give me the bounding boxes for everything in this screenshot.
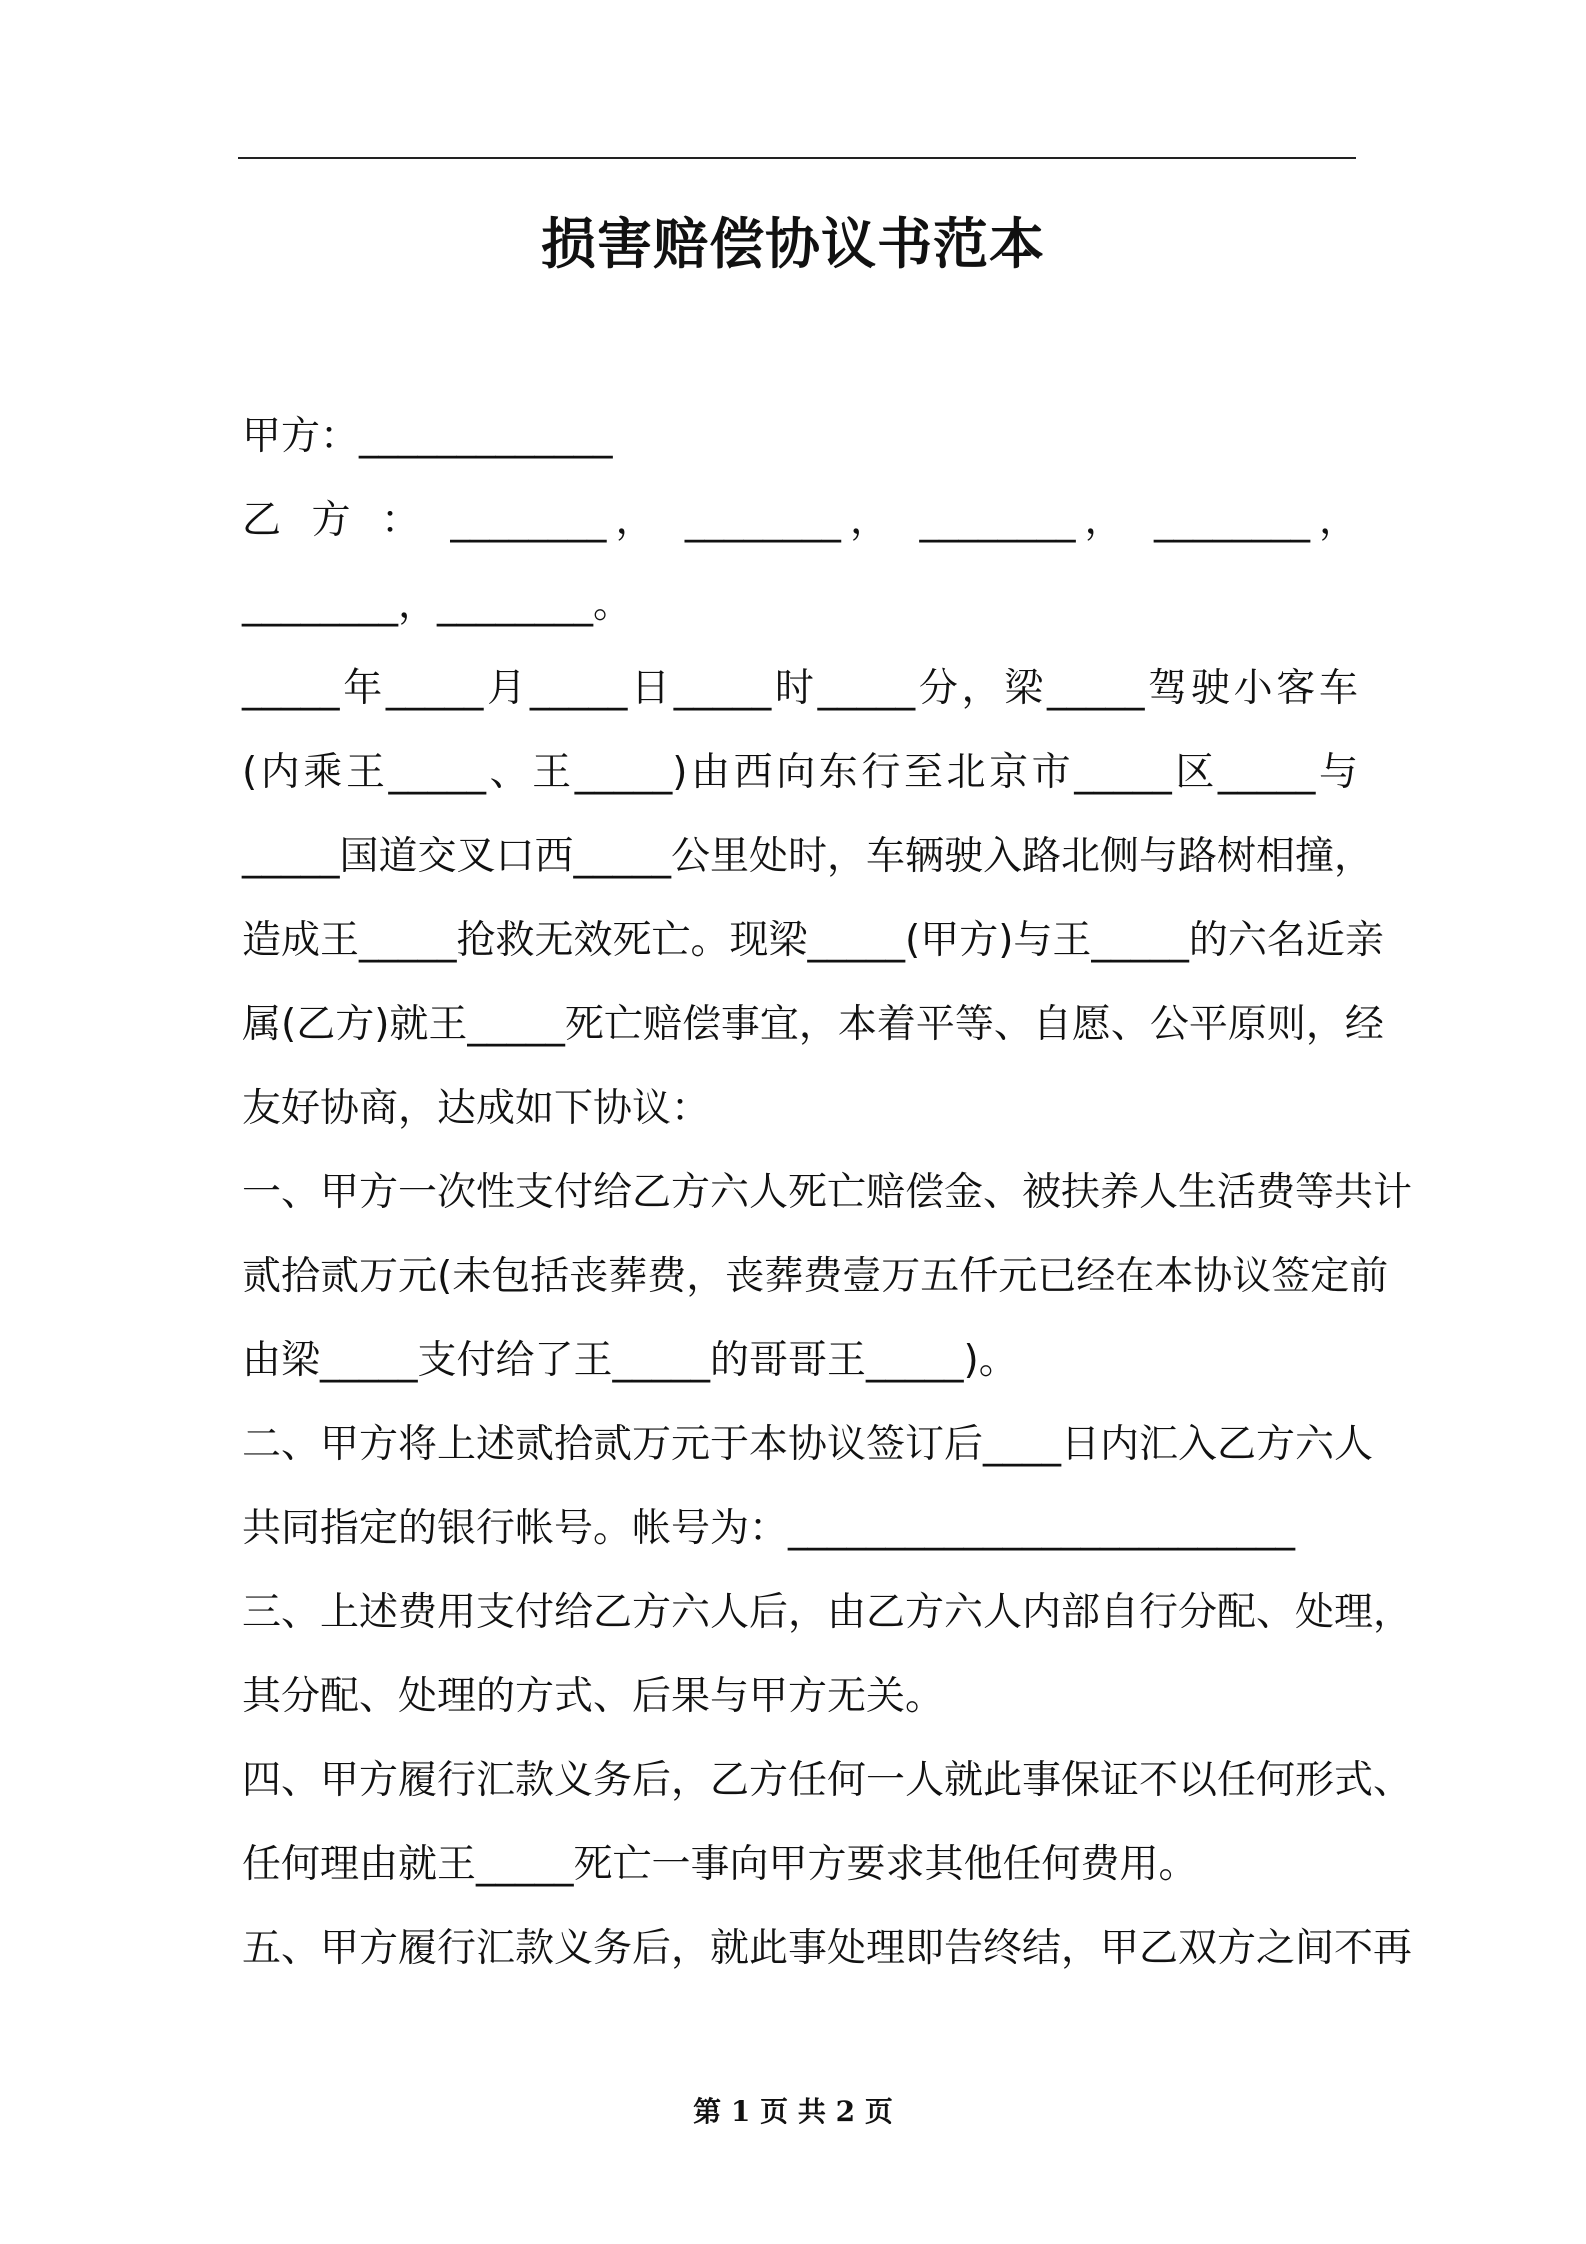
- header-rule: [238, 157, 1356, 159]
- document-body: [242, 395, 1413, 1991]
- clause-3-line: 其分配、处理的方式、后果与甲方无关。: [242, 1674, 945, 1719]
- paragraph-line: _____年_____月_____日_____时_____分，梁_____驾驶小客车: [242, 666, 1358, 711]
- paragraph-line: 属(乙方)就王_____死亡赔偿事宜，本着平等、自愿、公平原则，经: [242, 1002, 1384, 1047]
- clause-1-line: 由梁_____支付给了王_____的哥哥王_____)。: [242, 1338, 1018, 1383]
- clause-3-line: 三、上述费用支付给乙方六人后，由乙方六人内部自行分配、处理，: [242, 1590, 1413, 1635]
- clause-1-line: 一、甲方一次性支付给乙方六人死亡赔偿金、被扶养人生活费等共计: [242, 1170, 1413, 1215]
- paragraph-line: 友好协商，达成如下协议：: [242, 1086, 711, 1131]
- clause-4-line: 四、甲方履行汇款义务后，乙方任何一人就此事保证不以任何形式、: [242, 1758, 1413, 1803]
- paragraph-line: _____国道交叉口西_____公里处时，车辆驶入路北侧与路树相撞，: [242, 834, 1374, 879]
- clause-1-line: 贰拾贰万元(未包括丧葬费，丧葬费壹万五仟元已经在本协议签定前: [242, 1254, 1389, 1299]
- clause-4-line: 任何理由就王_____死亡一事向甲方要求其他任何费用。: [242, 1842, 1198, 1887]
- clause-5-line: 五、甲方履行汇款义务后，就此事处理即告终结，甲乙双方之间不再: [242, 1926, 1413, 1971]
- party-a-line: 甲方：_____________: [242, 414, 613, 459]
- paragraph-line: 造成王_____抢救无效死亡。现梁_____(甲方)与王_____的六名近亲: [242, 918, 1384, 963]
- page-indicator: 第 1 页 共 2 页: [693, 2095, 893, 2128]
- clause-2-line: 二、甲方将上述贰拾贰万元于本协议签订后____日内汇入乙方六人: [242, 1422, 1374, 1467]
- party-b-line-continued: ________，________。: [242, 582, 633, 627]
- clause-2-line: 共同指定的银行帐号。帐号为：__________________________: [242, 1506, 1296, 1551]
- paragraph-line: (内乘王_____、王_____)由西向东行至北京市_____区_____与: [242, 750, 1358, 795]
- party-b-line: 乙 方 ： ________， ________， ________， ________，: [242, 498, 1358, 543]
- document-title: 损害赔偿协议书范本: [540, 212, 1045, 276]
